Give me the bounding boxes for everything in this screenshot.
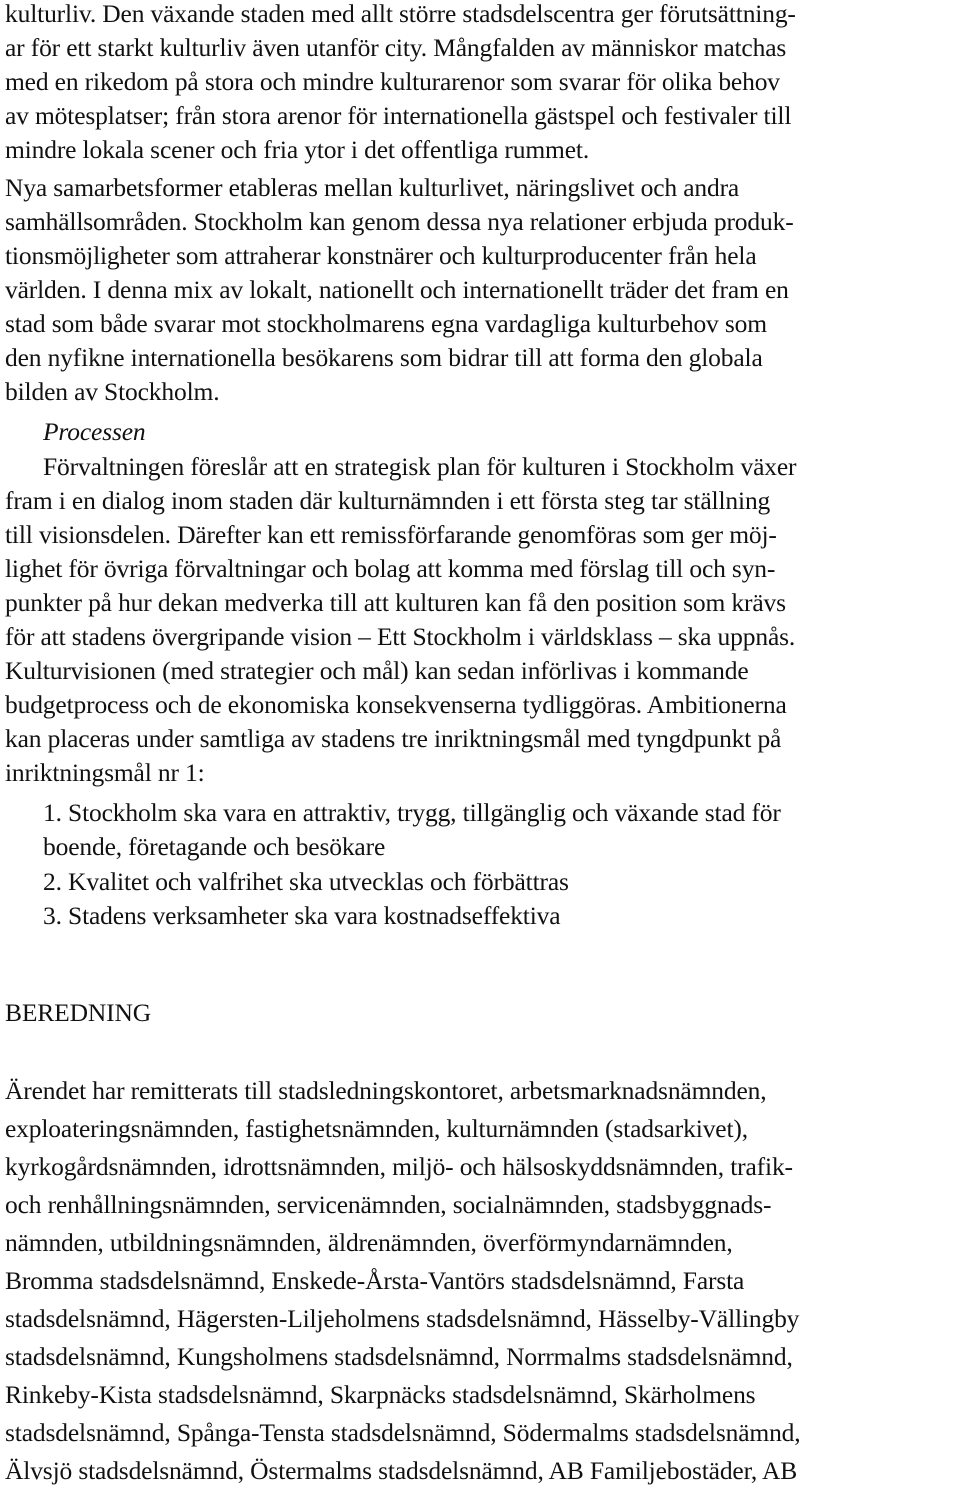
paragraph-line: lighet för övriga förvaltningar och bolag att komma med förslag till och syn- — [5, 554, 776, 583]
paragraph-line: Älvsjö stadsdelsnämnd, Östermalms stadsdelsnämnd, AB Familjebostäder, AB — [5, 1456, 798, 1485]
paragraph-line: Kulturvisionen (med strategier och mål) kan sedan införlivas i kommande — [5, 656, 749, 685]
paragraph-line: stad som både svarar mot stockholmarens egna vardagliga kulturbehov som — [5, 309, 767, 338]
goal-list-item: 2. Kvalitet och valfrihet ska utvecklas och förbättras — [43, 867, 569, 896]
paragraph-line: fram i en dialog inom staden där kulturnämnden i ett första steg tar ställning — [5, 486, 771, 515]
paragraph-line: kulturliv. Den växande staden med allt större stadsdelscentra ger förutsättning- — [5, 0, 796, 28]
paragraph-line: världen. I denna mix av lokalt, nationellt och internationellt träder det fram en — [5, 275, 789, 304]
goal-list-item: boende, företagande och besökare — [43, 832, 386, 861]
paragraph-line: och renhållningsnämnden, servicenämnden, socialnämnden, stadsbyggnads- — [5, 1190, 772, 1219]
paragraph-line: samhällsområden. Stockholm kan genom dessa nya relationer erbjuda produk- — [5, 207, 794, 236]
paragraph-line: Ärendet har remitterats till stadsledningskontoret, arbetsmarknadsnämnden, — [5, 1076, 767, 1105]
paragraph-line: nämnden, utbildningsnämnden, äldrenämnden, överförmyndarnämnden, — [5, 1228, 733, 1257]
paragraph-line: Bromma stadsdelsnämnd, Enskede-Årsta-Vantörs stadsdelsnämnd, Farsta — [5, 1266, 745, 1295]
paragraph-line: kan placeras under samtliga av stadens tre inriktningsmål med tyngdpunkt på — [5, 724, 782, 753]
paragraph-line: budgetprocess och de ekonomiska konsekvenserna tydliggöras. Ambitionerna — [5, 690, 787, 719]
paragraph-line: mindre lokala scener och fria ytor i det offentliga rummet. — [5, 135, 590, 164]
subheading-processen: Processen — [43, 417, 146, 446]
paragraph-line: kyrkogårdsnämnden, idrottsnämnden, miljö- och hälsoskyddsnämnden, trafik- — [5, 1152, 793, 1181]
paragraph-line: bilden av Stockholm. — [5, 377, 220, 406]
paragraph-line: för att stadens övergripande vision – Ett Stockholm i världsklass – ska uppnås. — [5, 622, 796, 651]
paragraph-line: stadsdelsnämnd, Kungsholmens stadsdelsnämnd, Norrmalms stadsdelsnämnd, — [5, 1342, 793, 1371]
paragraph-line: stadsdelsnämnd, Hägersten-Liljeholmens stadsdelsnämnd, Hässelby-Vällingby — [5, 1304, 800, 1333]
paragraph-line: den nyfikne internationella besökarens som bidrar till att forma den globala — [5, 343, 763, 372]
paragraph-line: punkter på hur dekan medverka till att kulturen kan få den position som krävs — [5, 588, 786, 617]
paragraph-line: tionsmöjligheter som attraherar konstnärer och kulturproducenter från hela — [5, 241, 757, 270]
goal-list-item: 3. Stadens verksamheter ska vara kostnadseffektiva — [43, 901, 561, 930]
paragraph-line: ar för ett starkt kulturliv även utanför city. Mångfalden av människor matchas — [5, 33, 787, 62]
paragraph-line: av mötesplatser; från stora arenor för internationella gästspel och festivaler till — [5, 101, 792, 130]
paragraph-line: med en rikedom på stora och mindre kulturarenor som svarar för olika behov — [5, 67, 780, 96]
paragraph-line: inriktningsmål nr 1: — [5, 758, 205, 787]
paragraph-line: Förvaltningen föreslår att en strategisk plan för kulturen i Stockholm växer — [43, 452, 797, 481]
section-heading-beredning: BEREDNING — [5, 998, 151, 1027]
paragraph-line: stadsdelsnämnd, Spånga-Tensta stadsdelsnämnd, Södermalms stadsdelsnämnd, — [5, 1418, 801, 1447]
paragraph-line: till visionsdelen. Därefter kan ett remissförfarande genomföras som ger möj- — [5, 520, 777, 549]
paragraph-line: Nya samarbetsformer etableras mellan kulturlivet, näringslivet och andra — [5, 173, 740, 202]
goal-list-item: 1. Stockholm ska vara en attraktiv, trygg, tillgänglig och växande stad för — [43, 798, 781, 827]
paragraph-line: exploateringsnämnden, fastighetsnämnden, kulturnämnden (stadsarkivet), — [5, 1114, 748, 1143]
paragraph-line: Rinkeby-Kista stadsdelsnämnd, Skarpnäcks stadsdelsnämnd, Skärholmens — [5, 1380, 756, 1409]
